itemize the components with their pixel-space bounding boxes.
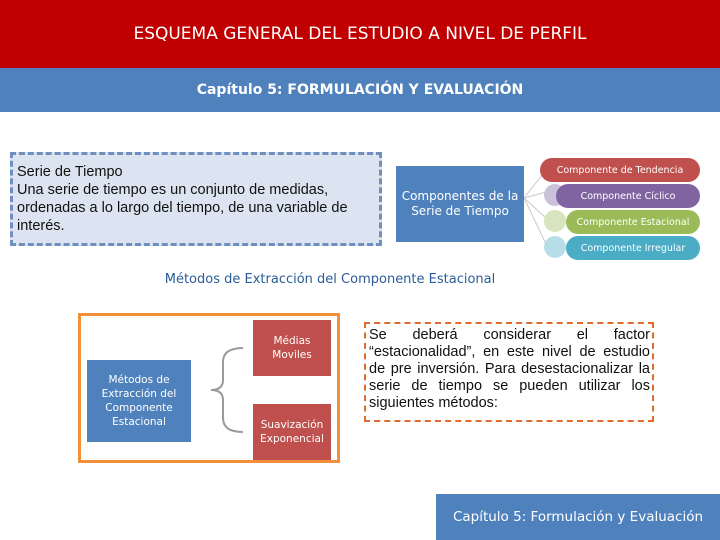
- header-title-bar: [0, 0, 720, 68]
- method-suavizacion-exponencial: [253, 404, 331, 460]
- footer-bar: [436, 494, 720, 540]
- component-ciclico: [556, 184, 700, 208]
- note-textbox: [364, 322, 654, 422]
- component-tendencia-label: Componente de Tendencia: [556, 164, 684, 176]
- component-dot-4: [544, 236, 566, 258]
- chapter-bar: [0, 68, 720, 112]
- method-medias-moviles-label: Médias Moviles: [272, 335, 312, 361]
- component-irregular: [566, 236, 700, 260]
- page-title: ESQUEMA GENERAL DEL ESTUDIO A NIVEL DE PERFIL: [133, 24, 587, 44]
- component-tendencia: [540, 158, 700, 182]
- component-estacional-label: Componente Estacional: [576, 216, 690, 228]
- definition-box: [10, 152, 382, 246]
- component-irregular-label: Componente Irregular: [580, 242, 686, 254]
- method-suavizacion-label: Suavización Exponencial: [260, 419, 324, 445]
- components-center-box: [396, 166, 524, 242]
- component-dot-3: [544, 210, 566, 232]
- component-estacional: [566, 210, 700, 234]
- methods-heading: Métodos de Extracción del Componente Estacional: [164, 272, 496, 287]
- note-text: Se deberá considerar el factor “estacionalidad”, en este nivel de estudio de pre inversión. Para desestacionalizar la serie de tiempo se pueden utilizar los siguientes métodos:: [369, 327, 650, 411]
- footer-label: Capítulo 5: Formulación y Evaluación: [452, 509, 704, 525]
- methods-root-box: [87, 360, 191, 442]
- method-medias-moviles: [253, 320, 331, 376]
- definition-body: Una serie de tiempo es un conjunto de medidas, ordenadas a lo largo del tiempo, de una variable de interés.: [17, 182, 348, 234]
- methods-root-label: Métodos de Extracción del Componente Estacional: [101, 374, 177, 428]
- definition-title: Serie de Tiempo: [17, 164, 123, 180]
- chapter-subtitle: Capítulo 5: FORMULACIÓN Y EVALUACIÓN: [196, 82, 524, 98]
- component-ciclico-label: Componente Cíclico: [580, 190, 676, 202]
- methods-brace: [201, 322, 251, 458]
- methods-diagram: [78, 313, 340, 463]
- components-center-label: Componentes de la Serie de Tiempo: [401, 189, 519, 218]
